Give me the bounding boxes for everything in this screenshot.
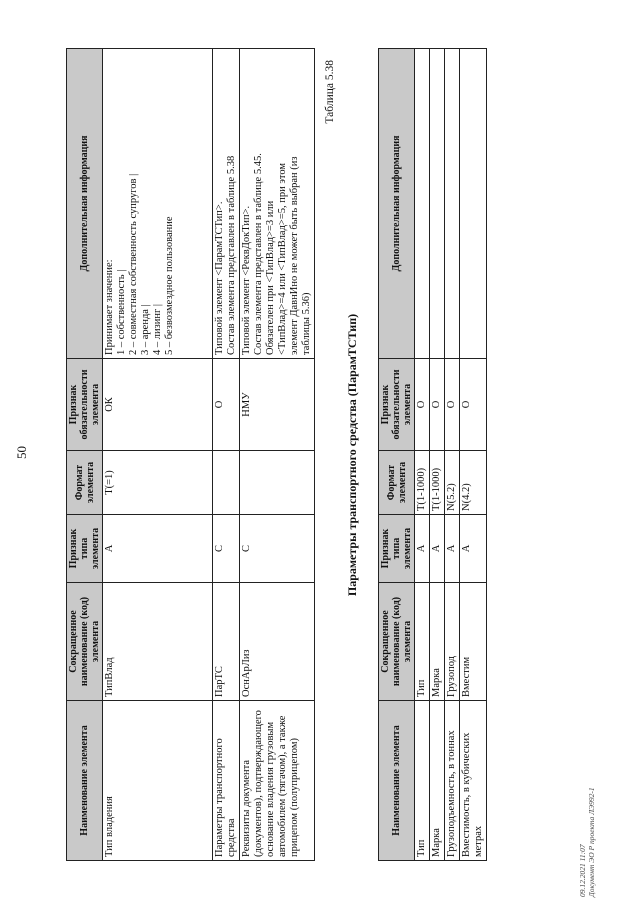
info-line: 4 – лизинг | (152, 303, 163, 355)
cell-name: Марка (430, 701, 445, 861)
cell-type: А (415, 515, 430, 583)
table-row (445, 49, 460, 861)
header-element-required: Признак обязательности элемента (67, 359, 103, 451)
vehicle-params-table (378, 48, 487, 861)
elements-table (66, 48, 315, 861)
info-line: Состав элемента представлен в таблице 5.38 (226, 155, 237, 355)
cell-info (213, 49, 240, 359)
info-line: 3 – аренда | (140, 304, 151, 355)
info-line: 2 – совместная собственность супругов | (128, 173, 139, 355)
header-element-format: Формат элемента (379, 451, 415, 515)
cell-format (213, 451, 240, 515)
page-number: 50 (14, 446, 29, 459)
header-element-type: Признак типа элемента (67, 515, 103, 583)
cell-info (430, 49, 445, 359)
cell-code: Тип (415, 583, 430, 701)
header-element-name: Наименование элемента (379, 701, 415, 861)
cell-code: Вместим (460, 583, 487, 701)
table-row (213, 49, 240, 861)
cell-type: С (240, 515, 315, 583)
cell-type: А (430, 515, 445, 583)
cell-format: N(4.2) (460, 451, 487, 515)
info-line: Типовой элемент <ПарамТСТип>. (214, 201, 225, 355)
cell-format (240, 451, 315, 515)
cell-required: НМУ (240, 359, 315, 451)
cell-type: А (103, 515, 213, 583)
info-line: Обязателен при <ТипВлад>=3 или (265, 200, 276, 355)
cell-required: О (430, 359, 445, 451)
cell-info (445, 49, 460, 359)
cell-required: ОК (103, 359, 213, 451)
cell-name: Тип (415, 701, 430, 861)
header-element-format: Формат элемента (67, 451, 103, 515)
info-line: элемент ДавнИно не может быть выбран (из (289, 156, 300, 355)
cell-code: ОснАрЛиз (240, 583, 315, 701)
header-additional-info: Дополнительная информация (67, 49, 103, 359)
cell-required: О (445, 359, 460, 451)
table-header-row (379, 49, 415, 861)
cell-name: Тип владения (103, 701, 213, 861)
cell-required: О (415, 359, 430, 451)
stamp-line: Документ ЭО Р проекта ЛЭ992-1 (587, 787, 596, 897)
cell-format: T(1-1000) (415, 451, 430, 515)
info-line: <ТипВлад>=4 или <ТипВлад>=5, при этом (277, 162, 288, 355)
cell-name: Вместимость, в кубических метрах (460, 701, 487, 861)
cell-type: С (213, 515, 240, 583)
cell-name: Реквизиты документа (документов), подтверждающего основание владения грузовым автомобилем (тягачом), а также прицепом (полуприцепом) (240, 701, 315, 861)
table-row (460, 49, 487, 861)
cell-info (460, 49, 487, 359)
cell-code: Марка (430, 583, 445, 701)
cell-format: T(=1) (103, 451, 213, 515)
cell-info (240, 49, 315, 359)
header-element-required: Признак обязательности элемента (379, 359, 415, 451)
info-line: таблицы 5.36) (301, 292, 312, 355)
info-line: Типовой элемент <РеквДокТип>. (241, 205, 252, 355)
cell-code: ПарТС (213, 583, 240, 701)
cell-required: О (460, 359, 487, 451)
table-row (103, 49, 213, 861)
info-line: Принимает значение: (104, 259, 115, 355)
cell-format: T(1-1000) (430, 451, 445, 515)
cell-required: О (213, 359, 240, 451)
document-stamp (578, 787, 596, 897)
info-line: Состав элемента представлен в таблице 5.45. (253, 153, 264, 355)
cell-name: Параметры транспортного средства (213, 701, 240, 861)
table-caption: Параметры транспортного средства (ПарамТСТип) (345, 313, 359, 597)
header-element-code: Сокращенное наименование (код) элемента (379, 583, 415, 701)
header-element-code: Сокращенное наименование (код) элемента (67, 583, 103, 701)
cell-code: ТипВлад (103, 583, 213, 701)
header-element-name: Наименование элемента (67, 701, 103, 861)
header-element-type: Признак типа элемента (379, 515, 415, 583)
cell-type: А (445, 515, 460, 583)
cell-format: N(5.2) (445, 451, 460, 515)
info-line: 5 – безвозмездное пользование (164, 216, 175, 355)
table-row (240, 49, 315, 861)
cell-name: Грузоподъемность, в тоннах (445, 701, 460, 861)
cell-type: А (460, 515, 487, 583)
table-number-label: Таблица 5.38 (324, 60, 336, 124)
table-row (415, 49, 430, 861)
info-line: 1 – собственность | (116, 269, 127, 355)
stamp-line: 09.12.2021 11:07 (578, 844, 587, 897)
header-additional-info: Дополнительная информация (379, 49, 415, 359)
cell-info (103, 49, 213, 359)
table-header-row (67, 49, 103, 861)
cell-code: Грузопод (445, 583, 460, 701)
cell-info (415, 49, 430, 359)
table-row (430, 49, 445, 861)
